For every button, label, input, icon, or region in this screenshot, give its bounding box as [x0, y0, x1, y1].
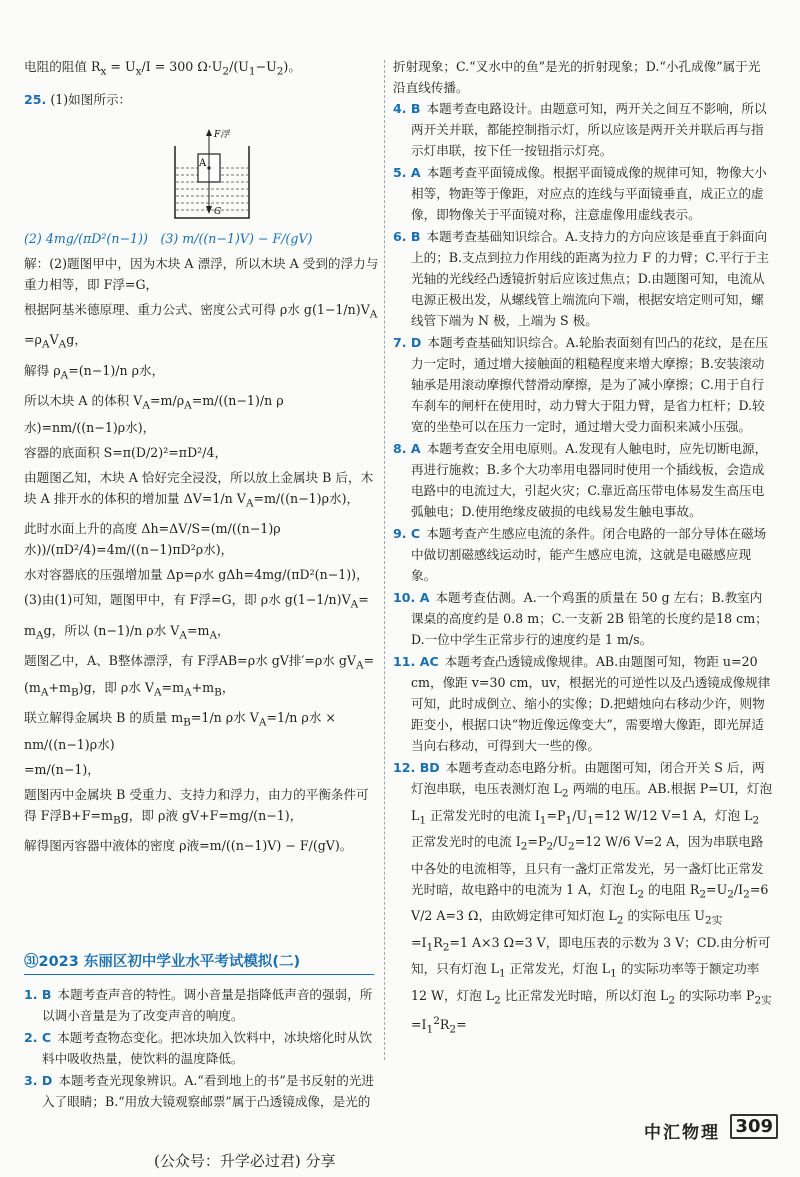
- right-answers: [393, 98, 773, 1041]
- answer-item: [393, 523, 773, 586]
- label-gravity: G: [214, 207, 222, 217]
- answer-text: 本题考查安全用电原则。A.发现有人触电时，应先切断电源，再进行施救；B.多个大功率用电器同时使用一个插线板，会造成电路中的电流过大，引起火灾；C.靠近高压带电体易发生高压电弧触电；D.使用绝缘皮破损的电线易发生触电事故。: [411, 441, 768, 519]
- answer-text: 本题考查物态变化。把冰块加入饮料中，冰块熔化时从饮料中吸收热量，使饮料的温度降低。: [42, 1030, 373, 1066]
- label-buoyant: F浮: [214, 130, 230, 140]
- right-continuation: 折射现象；C.“叉水中的鱼”是光的折射现象；D.“小孔成像”属于光沿直线传播。: [393, 59, 761, 95]
- solution-line: =m/(n−1)，: [24, 761, 100, 777]
- solution-line: 解：(2)题图甲中，因为木块 A 漂浮，所以木块 A 受到的浮力与重力相等，即 F浮=G，: [24, 255, 379, 292]
- solution-line: 根据阿基米德原理、重力公式、密度公式可得 ρ水 $g(1-1/n)V_A$: [24, 301, 378, 321]
- right-column: [393, 56, 773, 1042]
- solution-line: $m_Ag$，所以 (n−1)/n ρ水 $V_A=m_A$，: [24, 622, 230, 642]
- answer-text: 本题考查电路设计。由题意可知，两开关之间互不影响，所以两开关并联，都能控制指示灯，所以应该是两开关并联后再与指示灯串联，按下任一按钮指示灯亮。: [411, 101, 767, 158]
- section-title: ㉛2023 东丽区初中学业水平考试模拟(二): [24, 954, 301, 970]
- answer-text: 本题考查光现象辨识。A.“看到地上的书”是书反射的光进入了眼睛；B.“用放大镜观察邮票”属于凸透镜成像，是光的: [42, 1073, 375, 1109]
- answer-number: 10. A: [393, 590, 430, 605]
- q25-head: [24, 89, 380, 110]
- solution-line: 解得 $\rho_A=(n-1)/n$ ρ水，: [24, 362, 165, 382]
- answer-number: 3. D: [24, 1073, 53, 1088]
- answer-item: [393, 438, 773, 522]
- answer-item: [393, 757, 773, 1041]
- solution-line: 联立解得金属块 B 的质量 $m_B=1/n$ ρ水 $V_A=1/n$ ρ水 × nm/((n−1)ρ水): [24, 710, 336, 752]
- answer-text: 本题考查基础知识综合。A.轮胎表面刻有凹凸的花纹，是在压力一定时，通过增大接触面的粗糙程度来增大摩擦；B.安装滚动轴承是用滚动摩擦代替滑动摩擦，是为了减小摩擦；C.用于自行车刹车的闸杆在使用时，动力臂大于阻力臂，是省力杠杆；D.较宽的坐垫可以在压力一定时，通过增大受力面积来减小压强。: [411, 335, 768, 434]
- solution-line: 此时水面上升的高度 Δh=ΔV/S=(m/((n−1)ρ水))/(πD²/4)=4m/((n−1)πD²ρ水)，: [24, 521, 281, 558]
- solution-line: 题图丙中金属块 B 受重力、支持力和浮力，由力的平衡条件可得 F浮$B+F=m_Bg$，即 ρ液 gV+F=mg/(n−1)，: [24, 786, 369, 827]
- answer-item: [24, 1027, 380, 1069]
- answer-number: 1. B: [24, 987, 52, 1002]
- answer-number: 4. B: [393, 101, 421, 116]
- q25-head-text: (1)如图所示：: [50, 91, 132, 107]
- answer-text: 本题考查声音的特性。调小音量是指降低声音的强弱，所以调小音量是为了改变声音的响度。: [42, 987, 373, 1023]
- answer-text: 本题考查凸透镜成像规律。AB.由题图可知，物距 u=20 cm，像距 v=30 cm，uv，根据光的可逆性以及凸透镜成像规律可知，此时成倒立、缩小的实像；D.把蜡烛向右移动少许，则物距变小，根据口诀“物近像远像变大”，需要增大像距，即光屏适当向右移动，可得到大一些的像。: [411, 654, 771, 753]
- answer-item: [24, 1070, 380, 1112]
- answer-number: 11. AC: [393, 654, 439, 669]
- footer-note: (公众号：升学必过君) 分享: [154, 1152, 336, 1170]
- solution-line: (3)由(1)可知，题图甲中，有 F浮=G，即 ρ水 $g(1-1/n)V_A=$: [24, 592, 369, 611]
- solution-line: 容器的底面积 S=π(D/2)²=πD²/4，: [24, 444, 228, 460]
- answer-item: [393, 98, 773, 161]
- answer-number: 5. A: [393, 165, 421, 180]
- solution-line: $=\rho_AV_Ag$，: [24, 332, 87, 351]
- label-block: A: [199, 158, 207, 169]
- section-heading: [24, 950, 374, 975]
- solution-line: 所以木块 A 的体积 $V_A=m/\rho_A=m/((n-1)/n$ ρ水)=nm/((n−1)ρ水)，: [24, 393, 284, 435]
- answer-number: 9. C: [393, 526, 421, 541]
- answer-number: 8. A: [393, 441, 421, 456]
- answer-text: 本题考查动态电路分析。由题图可知，闭合开关 S 后，两灯泡串联，电压表测灯泡 $L_2$ 两端的电压。AB.根据 P=UI，灯泡 $L_1$ 正常发光时的电流 $I_1=P_1/U_1=12$ W/12 V=1 A，灯泡 $L_2$ 正常发光时的电流 $I_2=P_2/U_2=12$ W/6 V=2 A，因为串联电路中各处的电流相等，且只有一盏灯正常发光，另一盏灯比正常发光时暗，故电路中的电流为 1 A，灯泡 $L_2$ 的电阻 $R_2=U_2/I_2=6$ V/2 A=3 Ω，由欧姆定律可知灯泡 $L_2$ 的实际电压 $U_{2实}=I_1R_2=1$ A×3 Ω=3 V，即电压表的示数为 3 V；CD.由分析可知，只有灯泡 $L_1$ 正常发光，灯泡 $L_1$ 的实际功率等于额定功率 12 W，灯泡 $L_2$ 比正常发光时暗，所以灯泡 $L_2$ 的实际功率 $P_{2实}=I_1^2R_2=$: [411, 760, 773, 1036]
- answer-item: [24, 984, 380, 1026]
- answer-number: 12. BD: [393, 760, 440, 775]
- column-divider: [384, 60, 385, 1060]
- answer-item: [393, 162, 773, 225]
- resistance-line: 电阻的阻值 $R_x = U_x/I = 300$ $\Omega\cdot U_2/(U_1-U_2)$。: [24, 59, 301, 78]
- answer-text: 本题考查平面镜成像。根据平面镜成像的规律可知，物像大小相等，物距等于像距，对应点的连线与平面镜垂直，成正立的虚像，即物像关于平面镜对称，注意虚像用虚线表示。: [411, 165, 767, 222]
- answer-item: [393, 651, 773, 756]
- solution-line: 题图乙中，A、B整体漂浮，有 F浮AB=ρ水 gV排′=ρ水 $gV_A=(m_A+m_B)g$，即 ρ水 $V_A=m_A+m_B$，: [24, 653, 375, 699]
- solution-line: 水对容器底的压强增加量 Δp=ρ水 gΔh=4mg/(πD²(n−1))，: [24, 567, 369, 583]
- q25-answers-2-3: (2) 4mg/(πD²(n−1)) (3) m/((n−1)V) − F/(gV): [24, 230, 313, 246]
- answer-text: 本题考查基础知识综合。A.支持力的方向应该是垂直于斜面向上的；B.支点到拉力作用线的距离为拉力 F 的力臂；C.平行于主光轴的光线经凸透镜折射后应该过焦点；D.由题图可知，电流从电源正极出发，从螺线管上端流向下端，根据安培定则可知，螺线管下端为 N 极，上端为 S 极。: [411, 229, 770, 328]
- answer-item: [393, 587, 773, 650]
- solution-line: 解得图丙容器中液体的密度 ρ液=m/((n−1)V) − F/(gV)。: [24, 838, 353, 854]
- q25-number: 25.: [24, 91, 47, 107]
- answer-number: 2. C: [24, 1030, 52, 1045]
- answer-text: 本题考查估测。A.一个鸡蛋的质量在 50 g 左右；B.教室内课桌的高度约是 0.8 m；C.一支新 2B 铅笔的长度约是18 cm；D.一位中学生正常步行的速度约是 1 m/s。: [411, 590, 768, 647]
- footer-brand: 中汇物理: [644, 1123, 720, 1143]
- answer-item: [393, 226, 773, 331]
- answer-item: [393, 332, 773, 437]
- left-answers: [24, 984, 380, 1113]
- answer-number: 7. D: [393, 335, 422, 350]
- solution-lines: [24, 253, 380, 857]
- page-number: 309: [730, 1114, 778, 1139]
- solution-line: 由题图乙知，木块 A 恰好完全浸没，所以放上金属块 B 后，木块 A 排开水的体积的增加量 ΔV=1/n $V_A=m/((n-1)\rho$水)，: [24, 469, 374, 510]
- answer-number: 6. B: [393, 229, 421, 244]
- answer-text: 本题考查产生感应电流的条件。闭合电路的一部分导体在磁场中做切割磁感线运动时，能产生感应电流，这就是电磁感应现象。: [411, 526, 767, 583]
- buoyancy-diagram: [172, 128, 252, 220]
